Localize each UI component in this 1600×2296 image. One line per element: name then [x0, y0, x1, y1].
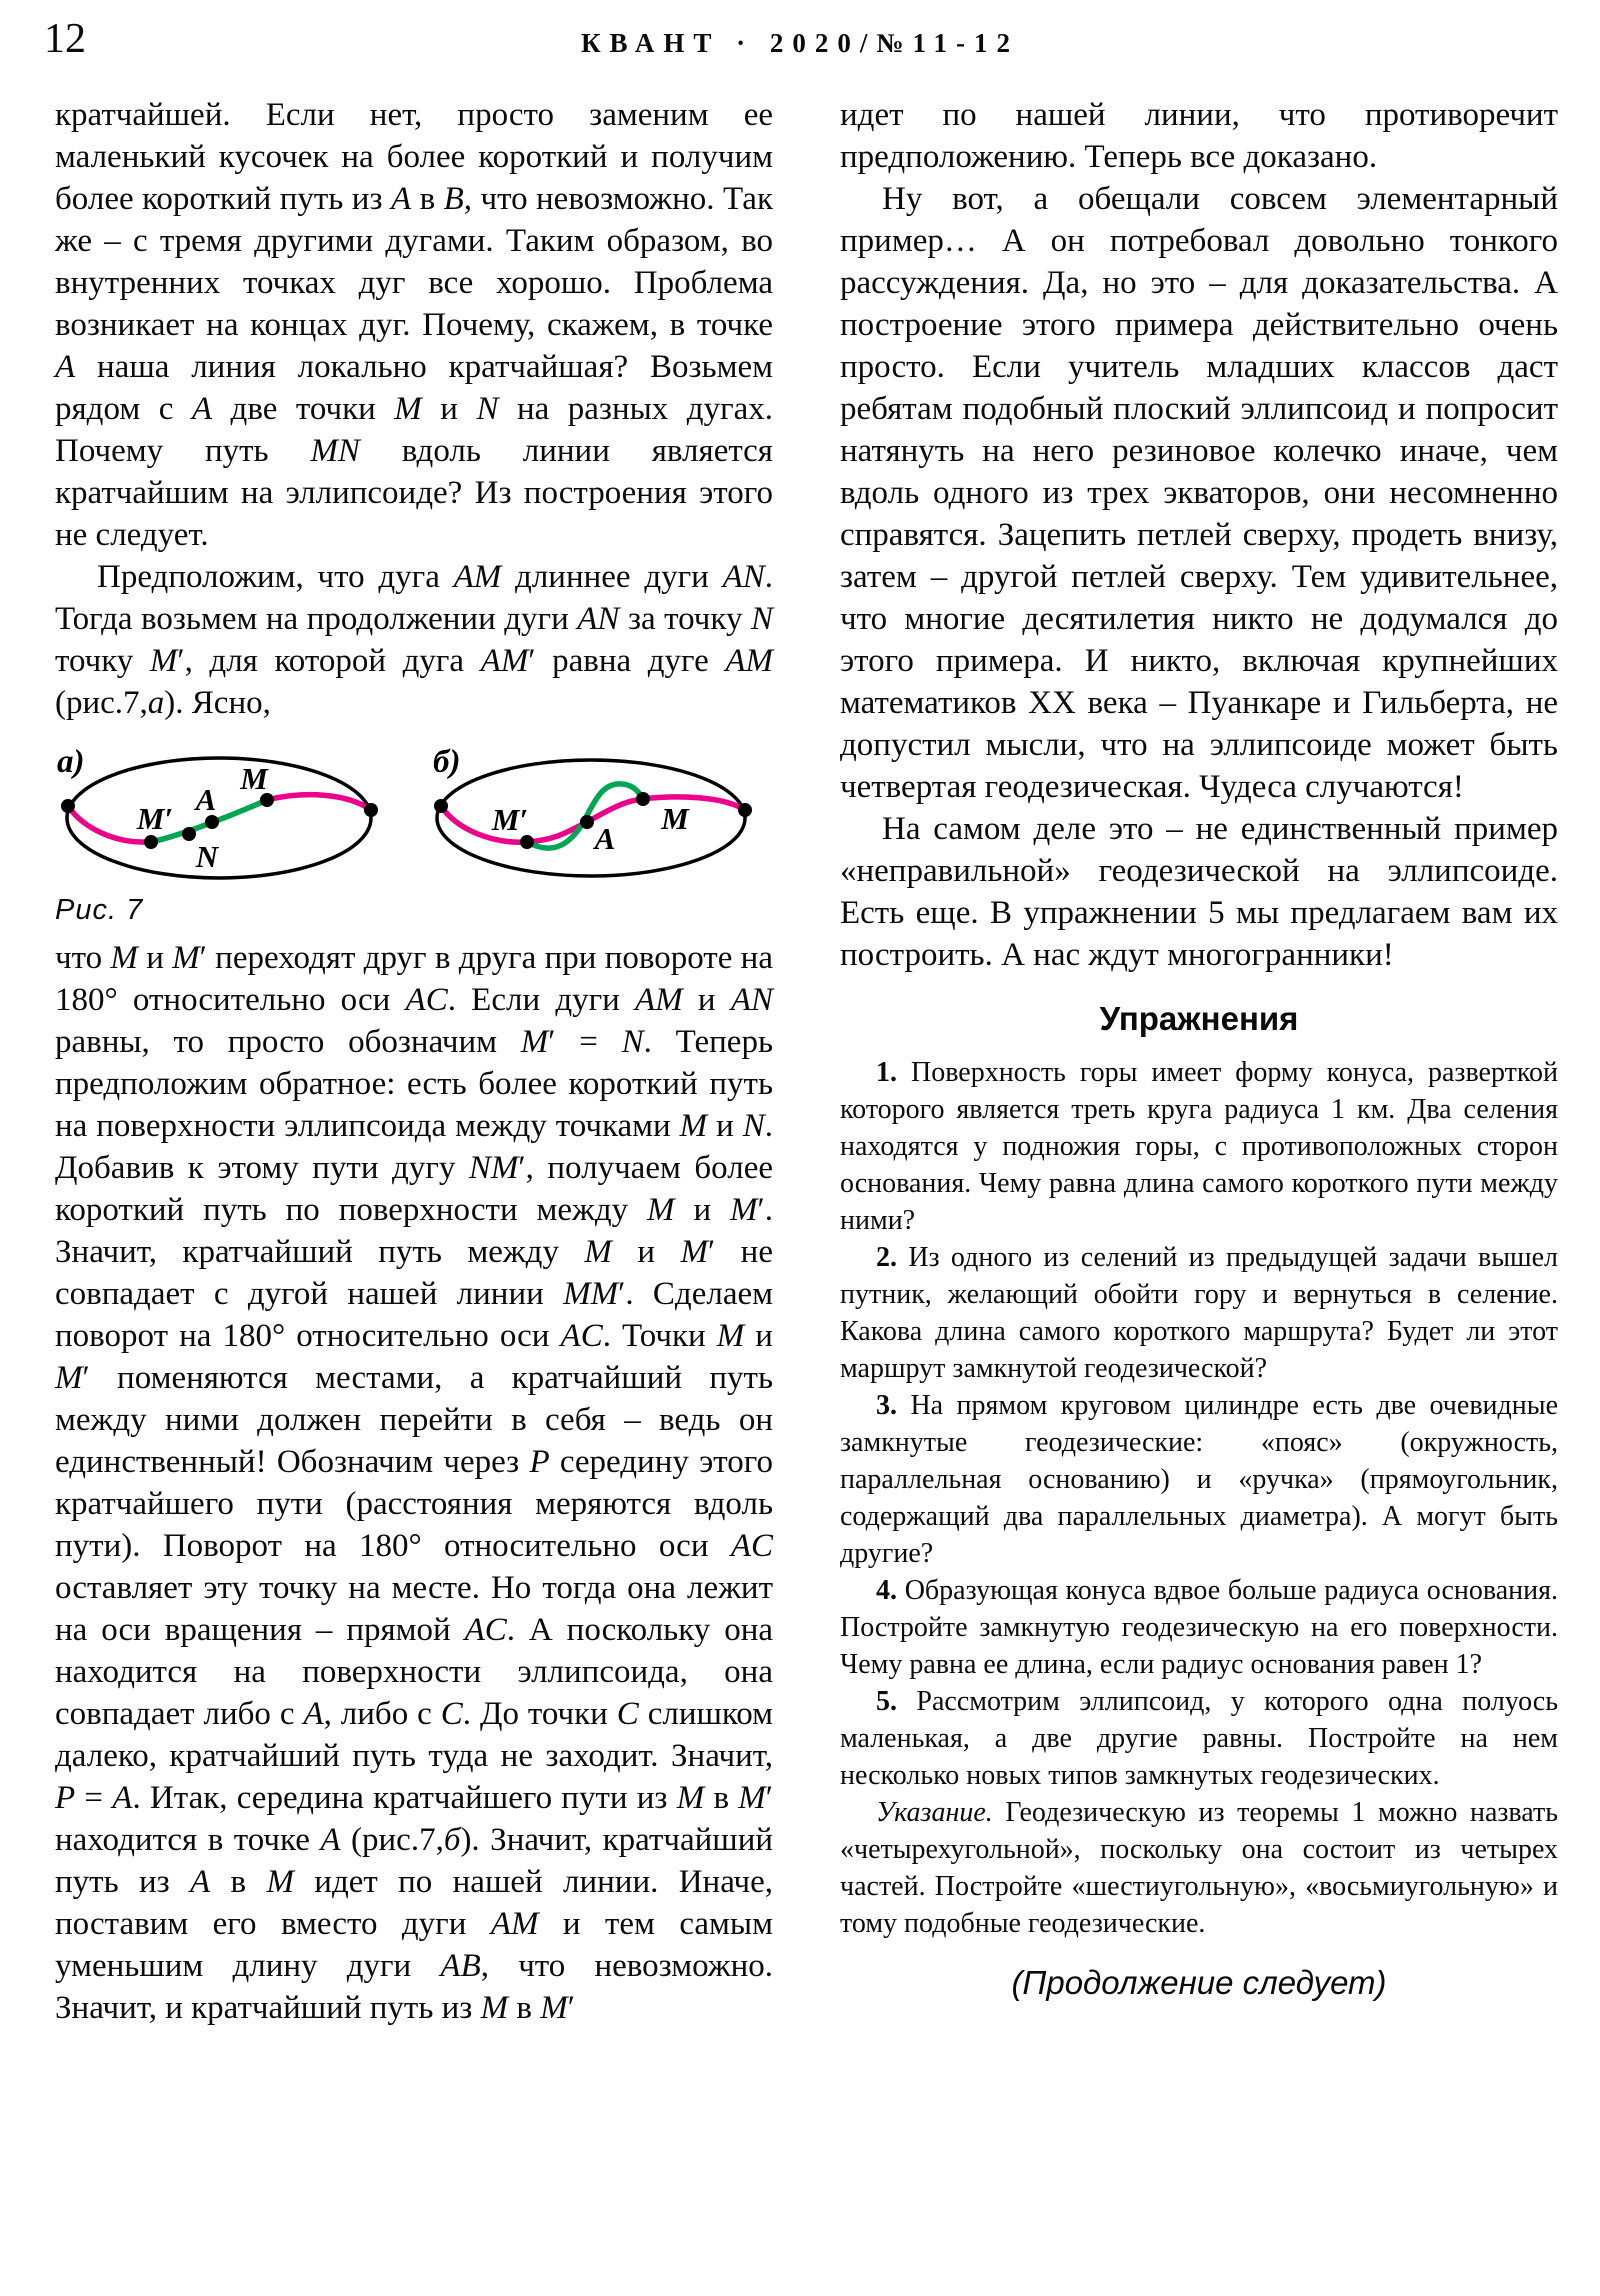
point-label-M-a: M — [240, 761, 268, 796]
point-A-b — [580, 815, 594, 829]
exercise-text: На прямом круговом цилиндре есть две очевидные замкнутые геодезические: «пояс» (окружность, параллельная основанию) и «ручка» (прямоугольник, содержащий два параллельных диаметра). А могут быть другие? — [840, 1390, 1558, 1569]
point-right-vertex-b — [738, 803, 752, 817]
point-label-A-a: A — [195, 782, 217, 817]
point-M-prime-a — [144, 835, 158, 849]
point-right-vertex-a — [364, 803, 378, 817]
exercise-item — [840, 1683, 1558, 1794]
exercise-text: Из одного из селений из предыдущей задачи вышел путник, желающий обойти гору и вернуться в селение. Какова длина самого короткого маршрута? Будет ли этот маршрут замкнутой геодезической? — [840, 1242, 1558, 1384]
point-label-N-a: N — [195, 839, 219, 874]
exercise-text: Поверхность горы имеет форму конуса, разверткой которого является треть круга радиуса 1 км. Два селения находятся у подножия горы, с противоположных сторон основания. Чему равна длина самого короткого пути между ними? — [840, 1057, 1558, 1236]
journal-header: КВАНТ · 2020/№11-12 — [580, 28, 1020, 58]
exercises-heading: Упражнения — [1099, 1000, 1299, 1037]
point-label-M-prime-a: M′ — [136, 801, 174, 836]
exercise-item — [840, 1239, 1558, 1387]
paragraph: идет по нашей линии, что противоречит предположению. Теперь все доказано. — [840, 97, 1558, 175]
exercise-text: Рассмотрим эллипсоид, у которого одна полуось маленькая, а две другие равны. Постройте на нем несколько новых типов замкнутых геодезических. — [840, 1686, 1558, 1791]
exercise-text: Образующая конуса вдвое больше радиуса основания. Постройте замкнутую геодезическую на его поверхности. Чему равна ее длина, если радиус основания равен 1? — [840, 1575, 1558, 1680]
figure-caption: Рис. 7 — [55, 894, 144, 926]
exercise-number: 5. — [876, 1686, 897, 1717]
exercise-item — [840, 1387, 1558, 1572]
exercise-number: 1. — [876, 1057, 897, 1088]
point-left-vertex-b — [434, 799, 448, 813]
exercise-hint — [840, 1794, 1558, 1942]
hint-label: Указание. — [876, 1797, 993, 1828]
point-label-M-b: M — [661, 801, 689, 836]
exercise-item — [840, 1054, 1558, 1239]
hint-text: Геодезическую из теоремы 1 можно назвать «четырехугольной», поскольку она состоит из четырех частей. Постройте «шестиугольную», «восьмиугольную» и тому подобные геодезические. — [840, 1797, 1558, 1939]
exercise-number: 3. — [876, 1390, 897, 1421]
paragraph: кратчайшей. Если нет, просто заменим ее маленький кусочек на более короткий и получим более короткий путь из A в B, что невозможно. Так же – с тремя другими дугами. Таким образом, во внутренних точках дуг все хорошо. Проблема возникает на концах дуг. Почему, скажем, в точке A наша линия локально кратчайшая? Возьмем рядом с A две точки M и N на разных дугах. Почему путь MN вдоль линии является кратчайшим на эллипсоиде? Из построения этого не следует. — [55, 97, 774, 553]
continuation-note: (Продолжение следует) — [1011, 1964, 1387, 2001]
paragraph: Ну вот, а обещали совсем элементарный пример… А он потребовал довольно тонкого рассуждения. Да, но это – для доказательства. А построение этого примера действительно очень просто. Если учитель младших классов даст ребятам подобный плоский эллипсоид и попросит натянуть на него резиновое колечко иначе, чем вдоль одного из трех экваторов, они несомненно справятся. Зацепить петлей сверху, продеть внизу, затем – другой петлей сверху. Тем удивительнее, что многие десятилетия никто не додумался до этого примера. И никто, включая крупнейших математиков XX века – Пуанкаре и Гильберта, не допустил мысли, что на эллипсоиде может быть четвертая геодезическая. Чудеса случаются! — [840, 181, 1558, 805]
figure-part-a-label: а) — [57, 744, 85, 780]
point-A-a — [205, 815, 219, 829]
exercise-item — [840, 1572, 1558, 1683]
figure-part-b-label: б) — [433, 744, 461, 780]
paragraph: что M и M′ переходят друг в друга при повороте на 180° относительно оси AC. Если дуги AM и AN равны, то просто обозначим M′ = N. Теперь предположим обратное: есть более короткий путь на поверхности эллипсоида между точками M и N. Добавив к этому пути дугу NM′, получаем более короткий путь по поверхности между M и M′. Значит, кратчайший путь между M и M′ не совпадает с дугой нашей линии MM′. Сделаем поворот на 180° относительно оси AC. Точки M и M′ поменяются местами, а кратчайший путь между ними должен перейти в себя – ведь он единственный! Обозначим через P середину этого кратчайшего пути (расстояния меряются вдоль пути). Поворот на 180° относительно оси AC оставляет эту точку на месте. Но тогда она лежит на оси вращения – прямой AC. А поскольку она находится на поверхности эллипсоида, она совпадает либо с A, либо с C. До точки C слишком далеко, кратчайший путь туда не заходит. Значит, P = A. Итак, середина кратчайшего пути из M в M′ находится в точке A (рис.7,б). Значит, кратчайший путь из A в M идет по нашей линии. Иначе, поставим его вместо дуги AM и тем самым уменьшим длину дуги AB, что невозможно. Значит, и кратчайший путь из M в M′ — [55, 940, 774, 2026]
point-label-M-prime-b: M′ — [491, 802, 529, 837]
figure-7-drawing — [55, 734, 773, 892]
exercise-number: 4. — [876, 1575, 897, 1606]
point-N-a — [182, 827, 196, 841]
point-M-b — [636, 792, 650, 806]
right-column — [840, 94, 1558, 2002]
figure-7 — [55, 734, 773, 927]
exercise-number: 2. — [876, 1242, 897, 1273]
page-number: 12 — [44, 16, 86, 62]
paragraph: Предположим, что дуга AM длиннее дуги AN. Тогда возьмем на продолжении дуги AN за точку N точку M′, для которой дуга AM′ равна дуге AM (рис.7,а). Ясно, — [55, 559, 774, 721]
point-left-vertex-a — [61, 799, 75, 813]
left-column — [55, 94, 773, 2029]
geodesic-magenta-right-a — [267, 795, 371, 810]
paragraph: На самом деле это – не единственный пример «неправильной» геодезической на эллипсоиде. Есть еще. В упражнении 5 мы предлагаем вам их построить. А нас ждут многогранники! — [840, 811, 1558, 973]
point-M-prime-b — [520, 835, 534, 849]
point-label-A-b: A — [594, 821, 616, 856]
